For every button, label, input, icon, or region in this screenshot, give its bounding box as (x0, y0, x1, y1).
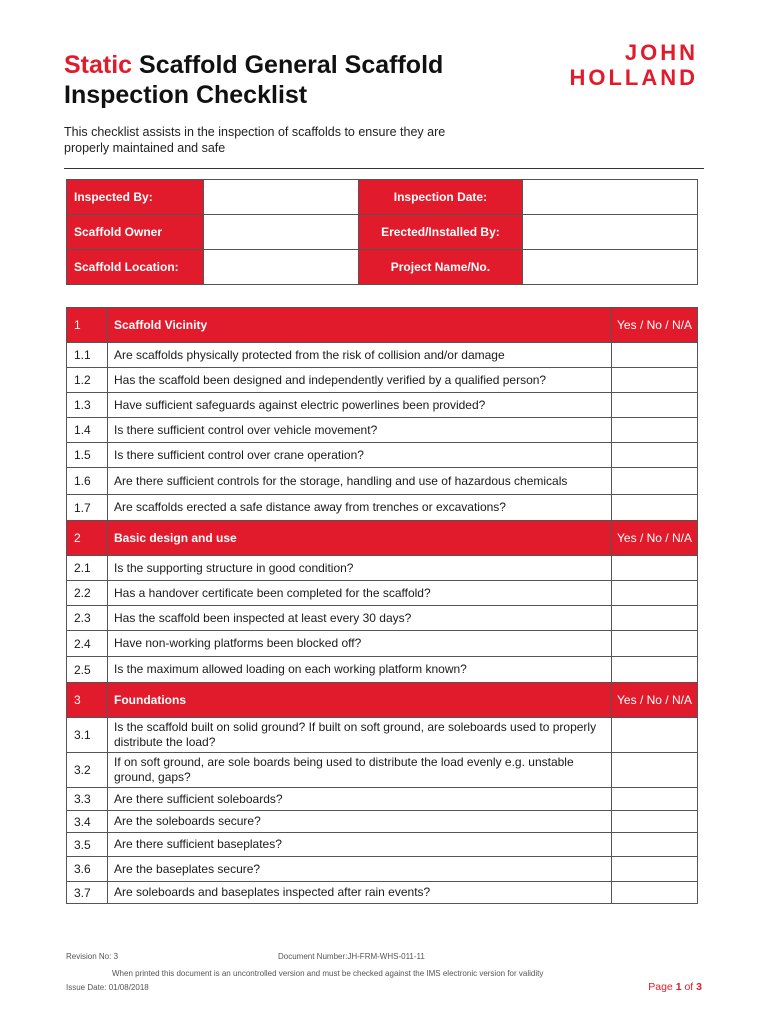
printed-notice: When printed this document is an uncontrolled version and must be checked against the IMS electronic version for validity (112, 969, 544, 978)
title-accent: Static (64, 51, 133, 79)
inspection-info-table (66, 179, 698, 285)
answer-cell[interactable] (612, 581, 698, 606)
item-number: 1.6 (67, 468, 108, 495)
inspection-date-field[interactable] (523, 180, 698, 215)
project-name-label: Project Name/No. (358, 250, 523, 285)
section-number: 2 (67, 521, 108, 556)
item-number: 1.5 (67, 443, 108, 468)
item-question: Has a handover certificate been completed for the scaffold? (108, 581, 612, 606)
page-indicator (648, 981, 702, 993)
item-question: Are the baseplates secure? (108, 857, 612, 882)
item-number: 1.7 (67, 495, 108, 521)
item-number: 1.4 (67, 418, 108, 443)
table-row (67, 788, 698, 811)
item-number: 3.7 (67, 882, 108, 904)
answer-cell[interactable] (612, 343, 698, 368)
answer-cell[interactable] (612, 606, 698, 631)
table-row (67, 833, 698, 857)
scaffold-owner-label: Scaffold Owner (67, 215, 204, 250)
table-row (67, 495, 698, 521)
item-number: 1.1 (67, 343, 108, 368)
item-number: 3.6 (67, 857, 108, 882)
scaffold-location-field[interactable] (203, 250, 358, 285)
item-question: Has the scaffold been inspected at least every 30 days? (108, 606, 612, 631)
item-question: Has the scaffold been designed and independently verified by a qualified person? (108, 368, 612, 393)
section-number: 1 (67, 308, 108, 343)
item-question: Is there sufficient control over vehicle movement? (108, 418, 612, 443)
item-question: Are there sufficient soleboards? (108, 788, 612, 811)
intro-text: This checklist assists in the inspection of scaffolds to ensure they are properly maintained and safe (64, 125, 446, 155)
page-number: 1 (675, 981, 682, 993)
answer-cell[interactable] (612, 368, 698, 393)
table-row (67, 393, 698, 418)
item-number: 1.2 (67, 368, 108, 393)
answer-cell[interactable] (612, 468, 698, 495)
answer-label: Yes / No / N/A (612, 521, 698, 556)
divider (64, 168, 704, 169)
item-question: Are scaffolds physically protected from the risk of collision and/or damage (108, 343, 612, 368)
item-number: 3.5 (67, 833, 108, 857)
answer-cell[interactable] (612, 393, 698, 418)
item-question: Are there sufficient baseplates? (108, 833, 612, 857)
item-number: 2.5 (67, 657, 108, 683)
answer-cell[interactable] (612, 788, 698, 811)
section-header (67, 308, 698, 343)
page-word: Page (648, 981, 673, 993)
page-of: of (684, 981, 694, 993)
table-row (67, 631, 698, 657)
inspected-by-field[interactable] (203, 180, 358, 215)
answer-cell[interactable] (612, 882, 698, 904)
table-row (67, 468, 698, 495)
table-row (67, 857, 698, 882)
table-row (67, 368, 698, 393)
table-row (67, 581, 698, 606)
answer-cell[interactable] (612, 857, 698, 882)
item-question: Are scaffolds erected a safe distance away from trenches or excavations? (108, 495, 612, 521)
table-row (67, 556, 698, 581)
checklist-table (66, 307, 698, 904)
item-number: 2.3 (67, 606, 108, 631)
page-title (64, 50, 534, 110)
document-number: Document Number:JH-FRM-WHS-011-11 (278, 952, 425, 961)
item-number: 2.4 (67, 631, 108, 657)
answer-cell[interactable] (612, 556, 698, 581)
item-question: Is there sufficient control over crane operation? (108, 443, 612, 468)
answer-cell[interactable] (612, 657, 698, 683)
item-number: 3.1 (67, 718, 108, 753)
item-number: 3.3 (67, 788, 108, 811)
section-number: 3 (67, 683, 108, 718)
table-row (67, 811, 698, 833)
item-number: 1.3 (67, 393, 108, 418)
answer-cell[interactable] (612, 443, 698, 468)
section-title: Foundations (108, 683, 612, 718)
item-number: 2.2 (67, 581, 108, 606)
revision-number: Revision No: 3 (66, 952, 119, 961)
table-row (67, 657, 698, 683)
scaffold-location-label: Scaffold Location: (67, 250, 204, 285)
item-question: Are there sufficient controls for the storage, handling and use of hazardous chemicals (108, 468, 612, 495)
item-number: 2.1 (67, 556, 108, 581)
section-header (67, 521, 698, 556)
answer-label: Yes / No / N/A (612, 683, 698, 718)
logo-line-2: HOLLAND (569, 65, 698, 90)
erected-by-field[interactable] (523, 215, 698, 250)
answer-cell[interactable] (612, 495, 698, 521)
answer-cell[interactable] (612, 833, 698, 857)
company-logo (548, 40, 698, 90)
table-row (67, 418, 698, 443)
table-row (67, 443, 698, 468)
answer-cell[interactable] (612, 811, 698, 833)
issue-date: Issue Date: 01/08/2018 (66, 983, 149, 992)
answer-cell[interactable] (612, 418, 698, 443)
item-question: Are the soleboards secure? (108, 811, 612, 833)
answer-label: Yes / No / N/A (612, 308, 698, 343)
table-row (67, 606, 698, 631)
item-question: Is the supporting structure in good condition? (108, 556, 612, 581)
inspected-by-label: Inspected By: (67, 180, 204, 215)
item-question: Is the maximum allowed loading on each working platform known? (108, 657, 612, 683)
item-number: 3.4 (67, 811, 108, 833)
item-number: 3.2 (67, 753, 108, 788)
item-question: Have sufficient safeguards against electric powerlines been provided? (108, 393, 612, 418)
answer-cell[interactable] (612, 753, 698, 788)
table-row (67, 882, 698, 904)
table-row (67, 718, 698, 753)
project-name-field[interactable] (523, 250, 698, 285)
table-row (67, 753, 698, 788)
item-question: Is the scaffold built on solid ground? If built on soft ground, are soleboards used to properly distribute the load? (108, 718, 612, 753)
logo-line-1: JOHN (624, 40, 698, 65)
answer-cell[interactable] (612, 631, 698, 657)
title-rest: Scaffold General Scaffold Inspection Checklist (64, 51, 444, 109)
erected-by-label: Erected/Installed By: (358, 215, 523, 250)
item-question: Are soleboards and baseplates inspected after rain events? (108, 882, 612, 904)
section-title: Basic design and use (108, 521, 612, 556)
answer-cell[interactable] (612, 718, 698, 753)
page-total: 3 (696, 981, 702, 993)
item-question: If on soft ground, are sole boards being used to distribute the load evenly e.g. unstable ground, gaps? (108, 753, 612, 788)
section-title: Scaffold Vicinity (108, 308, 612, 343)
scaffold-owner-field[interactable] (203, 215, 358, 250)
section-header (67, 683, 698, 718)
table-row (67, 343, 698, 368)
inspection-date-label: Inspection Date: (358, 180, 523, 215)
item-question: Have non-working platforms been blocked off? (108, 631, 612, 657)
